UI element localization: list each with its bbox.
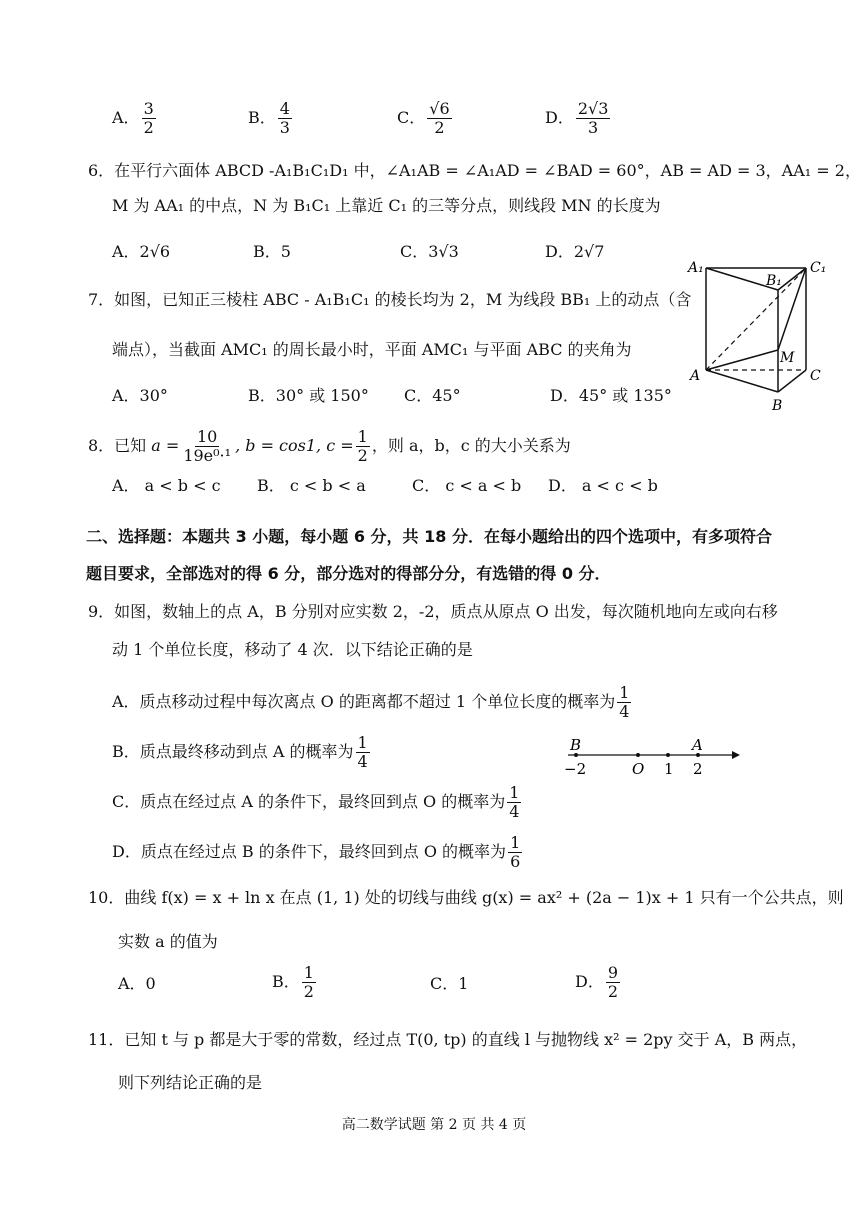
q8-option-a: A． a < b < c [112,476,221,495]
q5-fraction-a: $\frac{3}{2}$ [143,99,154,137]
q6-stem-line2: M 为 AA₁ 的中点，N 为 B₁C₁ 上靠近 C₁ 的三等分点，则线段 MN 的长度为 [112,196,661,215]
q10-option-d: D． $\frac{9}{2}$ [575,963,619,1001]
q6-option-d: D．2√7 [545,242,605,261]
q10-stem-line1: 10．曲线 f(x) = x + ln x 在点 (1, 1) 处的切线与曲线 g(x) = ax² + (2a − 1)x + 1 只有一个公共点，则 [88,888,844,907]
q10-fraction-b: $\frac{1}{2}$ [303,963,314,1001]
edge-ab [706,370,778,392]
q5-fraction-b: $\frac{4}{3}$ [279,99,290,137]
q10-option-b: B． $\frac{1}{2}$ [272,963,314,1001]
q9-fraction-d: $\frac{1}{6}$ [510,833,521,871]
label-a: A [690,368,701,384]
q8-fraction-a: $\frac{10}{\text{19e⁰·¹}}$ [183,427,232,465]
q8-option-b: B． c < b < a [257,476,366,495]
q8-stem: 8．已知 a = $\frac{10}{\text{19e⁰·¹}}$ , b = cos1, c = $\frac{1}{2}$ ，则 a，b，c 的大小关系为 [88,427,571,465]
label-origin: O [632,760,645,778]
q10-stem-line2: 实数 a 的值为 [118,932,218,951]
q10-option-a: A．0 [118,974,156,993]
q10-fraction-d: $\frac{9}{2}$ [607,963,619,1001]
edge-bc [778,370,806,392]
q11-stem-line2: 则下列结论正确的是 [118,1073,263,1092]
q9-stem-line2: 动 1 个单位长度，移动了 4 次．以下结论正确的是 [112,640,473,659]
q7-option-d: D．45° 或 135° [550,386,672,405]
label-c: C [810,368,821,384]
q9-fraction-b: $\frac{1}{4}$ [357,733,368,771]
axis-arrow-icon [732,751,740,759]
q9-stem-line1: 9．如图，数轴上的点 A，B 分别对应实数 2，-2，质点从原点 O 出发，每次随机地向左或向右移 [88,602,778,621]
label-point-a: A [692,736,703,754]
q8-option-c: C． c < a < b [412,476,522,495]
edge-am [706,350,778,370]
edge-mc1 [778,268,806,350]
section2-heading-line1: 二、选择题：本题共 3 小题，每小题 6 分，共 18 分．在每小题给出的四个选项中，有多项符合 [86,527,772,546]
q7-stem-line1: 7．如图，已知正三棱柱 ABC - A₁B₁C₁ 的棱长均为 2，M 为线段 BB₁ 上的动点（含 [88,290,692,309]
q6-option-a: A．2√6 [112,242,171,261]
point-o-dot [636,753,640,757]
q6-option-b: B．5 [253,242,291,261]
q9-option-c: C．质点在经过点 A 的条件下，最终回到点 O 的概率为 $\frac{1}{4}$ [112,783,520,821]
label-b: B [772,398,783,414]
q5-option-c: C． $\frac{√6}{2}$ [397,99,450,137]
label-minus-two: −2 [564,760,587,778]
q8-option-d: D． a < c < b [548,476,658,495]
section2-heading-line2: 题目要求，全部选对的得 6 分，部分选对的得部分分，有选错的得 0 分． [86,564,611,583]
q7-option-b: B．30° 或 150° [248,386,369,405]
q9-fraction-c: $\frac{1}{4}$ [509,783,520,821]
q6-option-c: C．3√3 [400,242,459,261]
q10-option-c: C．1 [430,974,469,993]
prism-figure [680,252,840,417]
q6-stem-line1: 6．在平行六面体 ABCD -A₁B₁C₁D₁ 中，∠A₁AB = ∠A₁AD = ∠BAD = 60°，AB = AD = 3，AA₁ = 2， [88,161,861,180]
label-c1: C₁ [810,260,827,276]
q9-option-b: B．质点最终移动到点 A 的概率为 $\frac{1}{4}$ [112,733,368,771]
label-two: 2 [693,760,703,778]
label-one: 1 [664,760,674,778]
q7-option-a: A．30° [112,386,168,405]
label-b1: B₁ [766,273,782,289]
page-footer: 高二数学试题 第 2 页 共 4 页 [341,1117,527,1133]
q8-fraction-c: $\frac{1}{2}$ [357,427,368,465]
q9-fraction-a: $\frac{1}{4}$ [619,683,630,721]
label-a1: A₁ [688,260,704,276]
label-m: M [780,350,795,366]
q7-stem-line2: 端点），当截面 AMC₁ 的周长最小时，平面 AMC₁ 与平面 ABC 的夹角为 [112,340,632,359]
q5-option-b: B． $\frac{4}{3}$ [248,99,290,137]
q7-option-c: C．45° [404,386,461,405]
q5-option-d: D． $\frac{2√3}{3}$ [545,99,609,137]
q9-option-d: D．质点在经过点 B 的条件下，最终回到点 O 的概率为 $\frac{1}{6}$ [112,833,521,871]
point-one-dot [666,753,670,757]
number-line-figure [556,734,742,780]
q9-option-a: A．质点移动过程中每次离点 O 的距离都不超过 1 个单位长度的概率为 $\frac{1}{4}$ [112,683,630,721]
q5-fraction-d: $\frac{2√3}{3}$ [577,99,609,137]
q5-fraction-c: $\frac{√6}{2}$ [429,99,450,137]
q11-stem-line1: 11．已知 t 与 p 都是大于零的常数，经过点 T(0, tp) 的直线 l 与抛物线 x² = 2py 交于 A，B 两点， [88,1030,808,1049]
q5-option-a: A． $\frac{3}{2}$ [112,99,154,137]
label-point-b: B [570,736,582,754]
